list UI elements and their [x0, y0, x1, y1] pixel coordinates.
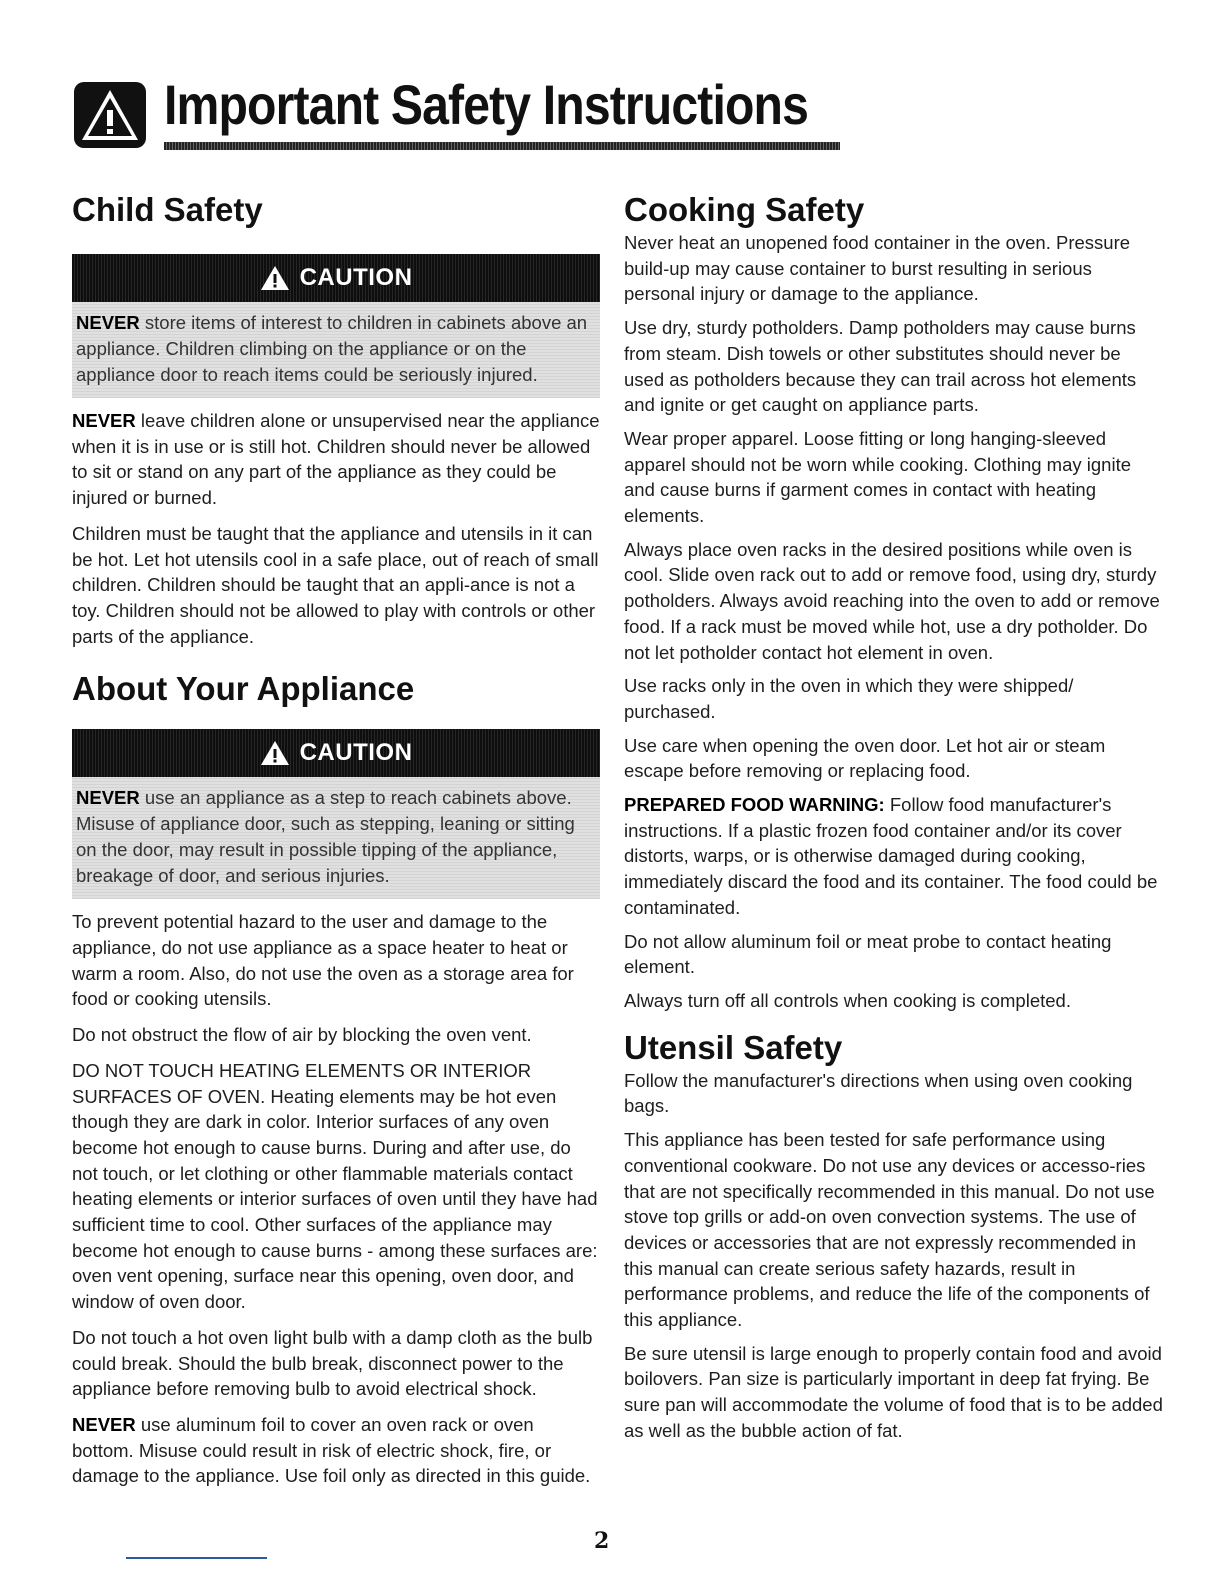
about-appliance-heading: About Your Appliance — [72, 670, 415, 708]
caution-body: use an appliance as a step to reach cabinets above. Misuse of appliance door, such as stepping, leaning or sitting on the door, may result in possible tipping of the appliance, breakage of door, and serious injuries. — [76, 787, 575, 887]
paragraph-lead: NEVER — [72, 1413, 136, 1435]
utensil-safety-heading: Utensil Safety — [624, 1028, 843, 1066]
paragraph-lead: NEVER — [72, 410, 136, 431]
child-safety-heading: Child Safety — [72, 191, 263, 228]
caution-triangle-icon — [260, 265, 290, 291]
child-safety-paragraph: Children must be taught that the appliance and utensils in it can be hot. Let hot utensils cool in a safe place, out of reach of small children. Children should be taught that an appli-ance is not a toy. Children should not be allowed to play with controls or other parts of the appliance. — [72, 522, 599, 647]
about-paragraph: Do not touch a hot oven light bulb with a damp cloth as the bulb could break. Should the bulb break, disconnect power to the appliance before removing bulb to avoid electrical shock. — [72, 1326, 593, 1400]
cooking-paragraph: Wear proper apparel. Loose fitting or long hanging-sleeved apparel should not be worn while cooking. Clothing may ignite and cause burns if garment comes in contact with heating elements. — [624, 427, 1131, 527]
warning-triangle-icon — [72, 80, 148, 150]
cooking-paragraph: Always turn off all controls when cooking is completed. — [624, 989, 1071, 1011]
title-underline — [164, 142, 840, 150]
caution-bar — [72, 254, 600, 302]
cooking-paragraph: Use care when opening the oven door. Let hot air or steam escape before removing or replacing food. — [624, 734, 1106, 782]
caution-bar — [72, 729, 600, 777]
page-header — [72, 66, 809, 156]
caution-label: CAUTION — [299, 739, 413, 767]
cooking-paragraph: Never heat an unopened food container in the oven. Pressure build-up may cause container to burst resulting in serious personal injury or damage to the appliance. — [624, 232, 1131, 305]
child-safety-caution — [72, 254, 600, 398]
left-column — [72, 190, 600, 1499]
about-paragraph: Do not obstruct the flow of air by blocking the oven vent. — [72, 1024, 532, 1046]
caution-text — [72, 777, 600, 899]
about-paragraph — [72, 1412, 600, 1489]
about-appliance-caution — [72, 729, 600, 899]
about-paragraph: DO NOT TOUCH HEATING ELEMENTS OR INTERIOR SURFACES OF OVEN. Heating elements may be hot even though they are dark in color. Interior surfaces of any oven become hot enough to cause burns. During and after use, do not touch, or let clothing or other flammable materials contact heating elements or interior surfaces of oven until they have had sufficient time to cool. Other surfaces of the appliance may become hot enough to cause burns - among these surfaces are: oven vent opening, surface near this opening, oven door, and window of oven door. — [72, 1059, 598, 1313]
caution-lead: NEVER — [76, 312, 140, 333]
cooking-paragraph: Use racks only in the oven in which they were shipped/ purchased. — [624, 675, 1074, 722]
paragraph-body: leave children alone or unsupervised near the appliance when it is in use or is still hot. Children should never be allowed to sit or stand on any part of the appliance as they could be injured or burned. — [72, 410, 600, 509]
paragraph-lead: PREPARED FOOD WARNING: — [624, 794, 885, 816]
cooking-paragraph: Always place oven racks in the desired positions while oven is cool. Slide oven rack out to add or remove food, using dry, sturdy potholders. Always avoid reaching into the oven to add or remove food. If a rack must be moved while hot, use a dry potholder. Do not let potholder contact hot element in oven. — [624, 538, 1160, 663]
about-paragraph: To prevent potential hazard to the user and damage to the appliance, do not use appliance as a space heater to heat or warm a room. Also, do not use the oven as a storage area for food or cooking utensils. — [72, 911, 574, 1010]
cooking-paragraph: Do not allow aluminum foil or meat probe to contact heating element. — [624, 930, 1112, 978]
caution-body: store items of interest to children in cabinets above an appliance. Children climbing on the appliance or on the appliance door to reach items could be seriously injured. — [76, 312, 588, 385]
utensil-paragraph: This appliance has been tested for safe performance using conventional cookware. Do not use any devices or accesso-ries that are not specifically recommended in this manual. Do not use stove top grills or add-on oven convection systems. The use of devices or accessories that are not expressly recommended in this manual can create serious safety hazards, result in performance problems, and reduce the life of the components of this appliance. — [624, 1129, 1155, 1331]
utensil-paragraph: Be sure utensil is large enough to properly contain food and avoid boilovers. Pan size is particularly important in deep fat frying. Be sure pan will accommodate the volume of food that is to be added as well as the bubble action of fat. — [624, 1342, 1163, 1441]
caution-text — [72, 302, 600, 398]
caution-lead: NEVER — [76, 787, 140, 809]
paragraph-body: use aluminum foil to cover an oven rack or oven bottom. Misuse could result in risk of electric shock, fire, or damage to the appliance. Use foil only as directed in this guide. — [72, 1413, 591, 1487]
cooking-paragraph — [624, 792, 1164, 921]
footer-rule — [126, 1557, 267, 1559]
caution-label: CAUTION — [299, 264, 413, 291]
cooking-safety-heading: Cooking Safety — [624, 191, 865, 228]
page-number: 2 — [594, 1528, 610, 1554]
utensil-paragraph: Follow the manufacturer's directions when using oven cooking bags. — [624, 1069, 1133, 1117]
caution-triangle-icon — [260, 740, 290, 766]
paragraph-body: Follow food manufacturer's instructions. If a plastic frozen food container and/or its cover distorts, warps, or is otherwise damaged during cooking, immediately discard the food and its container. The food could be contaminated. — [624, 794, 1158, 918]
right-column — [624, 190, 1164, 1452]
child-safety-paragraph — [72, 408, 600, 511]
page-title: Important Safety Instructions — [164, 73, 809, 136]
cooking-paragraph: Use dry, sturdy potholders. Damp potholders may cause burns from steam. Dish towels or other substitutes should never be used as potholders because they can trail across hot elements and ignite or get caught on appliance parts. — [624, 317, 1137, 416]
